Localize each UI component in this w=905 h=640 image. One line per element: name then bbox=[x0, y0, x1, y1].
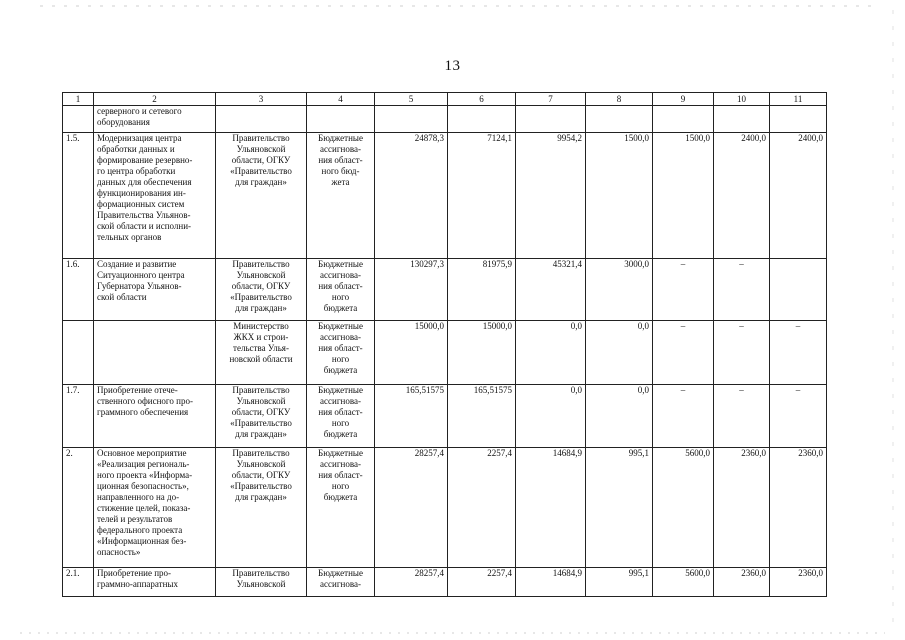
cell-line: стижение целей, показа- bbox=[97, 502, 191, 513]
cell-line: граммного обеспечения bbox=[97, 406, 189, 417]
value-cell: – bbox=[770, 321, 827, 385]
column-header: 1 bbox=[63, 93, 94, 106]
cell-line: «Правительство bbox=[230, 165, 292, 176]
cell-line: данных для обеспечения bbox=[97, 176, 192, 187]
item-number: 1.6. bbox=[66, 259, 80, 269]
cell-line: области, ОГКУ bbox=[231, 154, 291, 165]
table-row bbox=[63, 321, 827, 385]
cell-line: ного bbox=[331, 417, 350, 428]
cell-line: ния област- bbox=[318, 469, 363, 480]
cell-line: ния област- bbox=[318, 154, 363, 165]
cell-line: ния област- bbox=[318, 280, 363, 291]
cell-line: ассигнова- bbox=[320, 395, 361, 406]
measure-name-cell bbox=[94, 448, 216, 568]
funding-source-cell bbox=[307, 321, 375, 385]
funding-source-cell bbox=[307, 568, 375, 597]
cell-line: «Правительство bbox=[230, 417, 292, 428]
value-cell bbox=[516, 106, 586, 133]
cell-line: ассигнова- bbox=[320, 143, 361, 154]
cell-line: функционирования ин- bbox=[97, 187, 186, 198]
value-cell: 995,1 bbox=[586, 448, 653, 568]
cell-line: опасность» bbox=[97, 546, 141, 557]
column-header: 3 bbox=[216, 93, 307, 106]
cell-line: обработки данных и bbox=[97, 143, 175, 154]
cell-line: Ситуационного центра bbox=[97, 269, 185, 280]
cell-line: граммно-аппаратных bbox=[97, 578, 178, 589]
cell-line: Основное мероприятие bbox=[97, 448, 187, 458]
table-row bbox=[63, 448, 827, 568]
column-header: 9 bbox=[653, 93, 714, 106]
value-cell: – bbox=[653, 385, 714, 448]
value-cell: – bbox=[653, 259, 714, 321]
cell-line: для граждан» bbox=[235, 428, 287, 439]
value-cell: 14684,9 bbox=[516, 568, 586, 597]
measure-name-cell bbox=[94, 568, 216, 597]
cell-line: ния област- bbox=[318, 342, 363, 353]
cell-line: телей и результатов bbox=[97, 513, 173, 524]
value-cell bbox=[770, 259, 827, 321]
cell-line: го центра обработки bbox=[97, 165, 176, 176]
value-cell: 28257,4 bbox=[375, 568, 448, 597]
value-cell: 5600,0 bbox=[653, 568, 714, 597]
measure-name-cell bbox=[94, 385, 216, 448]
executor-cell bbox=[216, 106, 307, 133]
value-cell: 15000,0 bbox=[375, 321, 448, 385]
measure-name-cell bbox=[94, 106, 216, 133]
column-header: 7 bbox=[516, 93, 586, 106]
cell-line: Правительство bbox=[232, 259, 290, 269]
value-cell: 995,1 bbox=[586, 568, 653, 597]
value-cell: 15000,0 bbox=[448, 321, 516, 385]
cell-line: бюджета bbox=[323, 364, 358, 375]
cell-line: Бюджетные bbox=[318, 385, 363, 395]
value-cell: 45321,4 bbox=[516, 259, 586, 321]
value-cell: 1500,0 bbox=[653, 133, 714, 259]
cell-line: бюджета bbox=[323, 302, 358, 313]
cell-line: Министерство bbox=[233, 321, 289, 331]
cell-line: «Правительство bbox=[230, 480, 292, 491]
cell-line: ного bbox=[331, 480, 350, 491]
column-header: 8 bbox=[586, 93, 653, 106]
cell-line: тельства Улья- bbox=[233, 342, 289, 353]
value-cell: 2360,0 bbox=[714, 568, 770, 597]
item-number: 1.5. bbox=[66, 133, 80, 143]
cell-line: Ульяновской bbox=[236, 143, 286, 154]
value-cell: 2400,0 bbox=[714, 133, 770, 259]
value-cell: 2360,0 bbox=[770, 448, 827, 568]
cell-line: Правительства Ульянов- bbox=[97, 209, 191, 220]
executor-cell bbox=[216, 133, 307, 259]
cell-line: бюджета bbox=[323, 491, 358, 502]
value-cell: – bbox=[714, 385, 770, 448]
column-header: 11 bbox=[770, 93, 827, 106]
cell-line: Ульяновской bbox=[236, 395, 286, 406]
measure-name-cell bbox=[94, 259, 216, 321]
cell-line: ния област- bbox=[318, 406, 363, 417]
table-body bbox=[63, 93, 827, 597]
cell-line: Правительство bbox=[232, 448, 290, 458]
funding-source-cell bbox=[307, 385, 375, 448]
value-cell: 2257,4 bbox=[448, 448, 516, 568]
cell-line: Бюджетные bbox=[318, 259, 363, 269]
cell-line: ственного офисного про- bbox=[97, 395, 193, 406]
cell-line: оборудования bbox=[97, 116, 150, 127]
value-cell: 9954,2 bbox=[516, 133, 586, 259]
value-cell: 28257,4 bbox=[375, 448, 448, 568]
value-cell: 7124,1 bbox=[448, 133, 516, 259]
cell-line: федерального проекта bbox=[97, 524, 183, 535]
cell-line: для граждан» bbox=[235, 491, 287, 502]
column-header: 10 bbox=[714, 93, 770, 106]
column-header: 4 bbox=[307, 93, 375, 106]
value-cell: 2400,0 bbox=[770, 133, 827, 259]
cell-line: Приобретение про- bbox=[97, 568, 172, 578]
value-cell: 130297,3 bbox=[375, 259, 448, 321]
value-cell: 2360,0 bbox=[714, 448, 770, 568]
cell-line: «Информационная без- bbox=[97, 535, 187, 546]
value-cell bbox=[448, 106, 516, 133]
cell-line: бюджета bbox=[323, 428, 358, 439]
table-row bbox=[63, 133, 827, 259]
cell-line: жета bbox=[331, 176, 350, 187]
cell-line: Создание и развитие bbox=[97, 259, 177, 269]
item-number-cell bbox=[63, 259, 94, 321]
funding-source-cell bbox=[307, 448, 375, 568]
executor-cell bbox=[216, 568, 307, 597]
value-cell: 1500,0 bbox=[586, 133, 653, 259]
value-cell: 165,51575 bbox=[375, 385, 448, 448]
item-number-cell bbox=[63, 448, 94, 568]
value-cell: 2257,4 bbox=[448, 568, 516, 597]
cell-line: Ульяновской bbox=[236, 269, 286, 280]
value-cell: 24878,3 bbox=[375, 133, 448, 259]
cell-line: для граждан» bbox=[235, 302, 287, 313]
funding-source-cell bbox=[307, 259, 375, 321]
table-row bbox=[63, 106, 827, 133]
item-number: 1.7. bbox=[66, 385, 80, 395]
cell-line: ного проекта «Информа- bbox=[97, 469, 193, 480]
value-cell: – bbox=[770, 385, 827, 448]
value-cell: 5600,0 bbox=[653, 448, 714, 568]
cell-line: Бюджетные bbox=[318, 448, 363, 458]
value-cell: 0,0 bbox=[586, 321, 653, 385]
table-row bbox=[63, 259, 827, 321]
cell-line: ассигнова- bbox=[320, 458, 361, 469]
value-cell bbox=[653, 106, 714, 133]
column-header: 5 bbox=[375, 93, 448, 106]
value-cell: 2360,0 bbox=[770, 568, 827, 597]
cell-line: области, ОГКУ bbox=[231, 406, 291, 417]
funding-source-cell bbox=[307, 106, 375, 133]
value-cell: 0,0 bbox=[516, 385, 586, 448]
cell-line: ного bbox=[331, 353, 350, 364]
measure-name-cell bbox=[94, 321, 216, 385]
column-header: 6 bbox=[448, 93, 516, 106]
value-cell bbox=[375, 106, 448, 133]
cell-line: Ульяновской bbox=[236, 578, 286, 589]
program-table bbox=[62, 92, 827, 597]
table-row bbox=[63, 568, 827, 597]
cell-line: «Правительство bbox=[230, 291, 292, 302]
item-number-cell bbox=[63, 106, 94, 133]
cell-line: Бюджетные bbox=[318, 133, 363, 143]
cell-line: области, ОГКУ bbox=[231, 469, 291, 480]
cell-line: Губернатора Ульянов- bbox=[97, 280, 182, 291]
cell-line: формирование резервно- bbox=[97, 154, 193, 165]
cell-line: ассигнова- bbox=[320, 269, 361, 280]
cell-line: Модернизация центра bbox=[97, 133, 182, 143]
cell-line: новской области bbox=[229, 353, 293, 364]
value-cell: 81975,9 bbox=[448, 259, 516, 321]
header-row bbox=[63, 93, 827, 106]
value-cell: – bbox=[714, 259, 770, 321]
cell-line: ассигнова- bbox=[320, 331, 361, 342]
executor-cell bbox=[216, 448, 307, 568]
cell-line: ционная безопасность», bbox=[97, 480, 189, 491]
item-number-cell bbox=[63, 385, 94, 448]
executor-cell bbox=[216, 385, 307, 448]
item-number-cell bbox=[63, 133, 94, 259]
measure-name-cell bbox=[94, 133, 216, 259]
value-cell: 0,0 bbox=[516, 321, 586, 385]
table-row bbox=[63, 385, 827, 448]
cell-line: ской области bbox=[97, 291, 147, 302]
cell-line: Бюджетные bbox=[318, 568, 363, 578]
cell-line: Правительство bbox=[232, 133, 290, 143]
item-number-cell bbox=[63, 321, 94, 385]
funding-source-cell bbox=[307, 133, 375, 259]
cell-line: направленного на до- bbox=[97, 491, 180, 502]
item-number: 2. bbox=[66, 448, 73, 458]
cell-line: ного bbox=[331, 291, 350, 302]
item-number: 2.1. bbox=[66, 568, 80, 578]
item-number-cell bbox=[63, 568, 94, 597]
cell-line: Ульяновской bbox=[236, 458, 286, 469]
value-cell: 14684,9 bbox=[516, 448, 586, 568]
value-cell: – bbox=[653, 321, 714, 385]
cell-line: области, ОГКУ bbox=[231, 280, 291, 291]
executor-cell bbox=[216, 321, 307, 385]
cell-line: Бюджетные bbox=[318, 321, 363, 331]
value-cell bbox=[586, 106, 653, 133]
cell-line: Правительство bbox=[232, 568, 290, 578]
value-cell: 3000,0 bbox=[586, 259, 653, 321]
executor-cell bbox=[216, 259, 307, 321]
cell-line: тельных органов bbox=[97, 231, 162, 242]
column-header: 2 bbox=[94, 93, 216, 106]
cell-line: Правительство bbox=[232, 385, 290, 395]
value-cell: – bbox=[714, 321, 770, 385]
cell-line: «Реализация региональ- bbox=[97, 458, 190, 469]
value-cell: 0,0 bbox=[586, 385, 653, 448]
value-cell bbox=[714, 106, 770, 133]
cell-line: для граждан» bbox=[235, 176, 287, 187]
cell-line: ассигнова- bbox=[320, 578, 361, 589]
cell-line: ской области и исполни- bbox=[97, 220, 192, 231]
page-number: 13 bbox=[444, 58, 461, 74]
cell-line: ЖКХ и строи- bbox=[233, 331, 289, 342]
cell-line: Приобретение отече- bbox=[97, 385, 178, 395]
cell-line: формационных систем bbox=[97, 198, 185, 209]
cell-line: ного бюд- bbox=[321, 165, 360, 176]
cell-line: серверного и сетевого bbox=[97, 106, 182, 116]
value-cell: 165,51575 bbox=[448, 385, 516, 448]
value-cell bbox=[770, 106, 827, 133]
